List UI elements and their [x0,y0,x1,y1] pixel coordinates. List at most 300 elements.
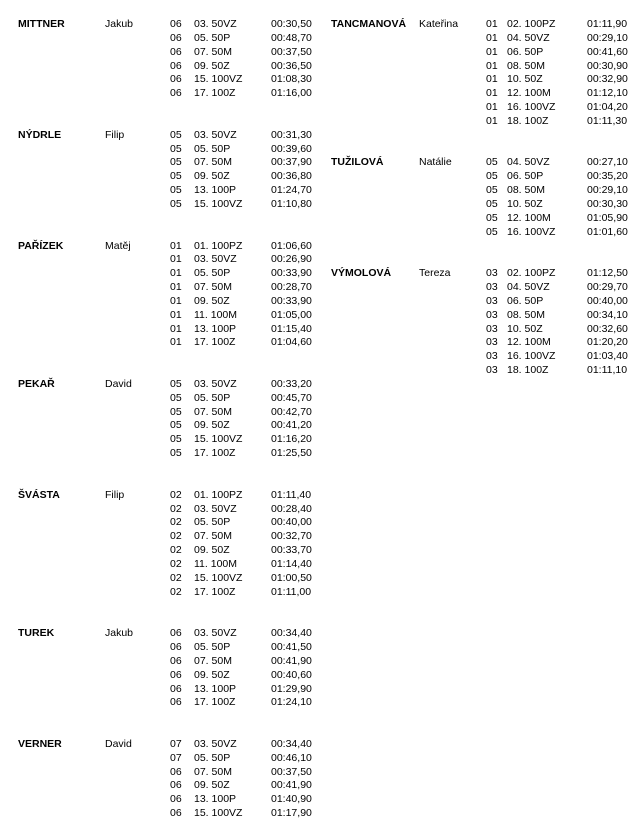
result-row [170,267,320,281]
event-name: 03. 50VZ [194,627,237,640]
event-name: 01. 100PZ [194,488,243,501]
results-column-right [331,18,636,378]
result-row [170,655,320,669]
result-time: 01:04,20 [587,101,628,114]
result-time: 00:27,10 [587,156,628,169]
result-time: 00:34,40 [271,627,312,640]
athlete-block [18,18,320,101]
category-code: 02 [170,557,182,570]
result-row [170,46,320,60]
result-row [170,253,320,267]
result-row [170,73,320,87]
event-name: 15. 100VZ [194,571,243,584]
result-time: 00:32,70 [271,530,312,543]
result-row [170,406,320,420]
category-code: 02 [170,544,182,557]
result-row [486,212,636,226]
result-row [170,738,320,752]
event-name: 09. 50Z [194,419,230,432]
result-time: 00:34,10 [587,308,628,321]
event-name: 08. 50M [507,184,545,197]
event-name: 13. 100P [194,793,237,806]
result-time: 00:40,60 [271,668,312,681]
category-code: 06 [170,682,182,695]
event-name: 05. 50P [194,142,231,155]
category-code: 01 [486,31,498,44]
result-row [170,807,320,821]
result-row [170,779,320,793]
athlete-block [331,156,636,239]
result-row [486,336,636,350]
result-time: 00:33,70 [271,544,312,557]
event-name: 03. 50VZ [194,128,237,141]
event-name: 07. 50M [194,654,232,667]
athlete-first-name: David [105,377,132,390]
athlete-block [18,627,320,710]
result-time: 00:36,80 [271,170,312,183]
category-code: 01 [170,239,182,252]
result-list [486,18,636,129]
category-code: 07 [170,737,182,750]
result-time: 00:40,00 [587,294,628,307]
category-code: 02 [170,530,182,543]
result-row [486,198,636,212]
result-row [486,226,636,240]
event-name: 06. 50P [507,45,544,58]
result-time: 01:20,20 [587,336,628,349]
category-code: 05 [170,433,182,446]
category-code: 06 [170,640,182,653]
result-row [486,87,636,101]
result-row [170,143,320,157]
result-row [486,184,636,198]
athlete-first-name: Jakub [105,18,134,30]
result-time: 00:37,90 [271,156,312,169]
result-row [170,309,320,323]
category-code: 06 [170,627,182,640]
result-row [486,309,636,323]
result-row [486,18,636,32]
result-row [486,170,636,184]
result-time: 00:33,20 [271,377,312,390]
result-time: 00:41,20 [271,419,312,432]
event-name: 15. 100VZ [194,197,243,210]
athlete-first-name: Kateřina [419,18,459,30]
result-row [170,572,320,586]
event-name: 05. 50P [194,31,231,44]
result-row [170,32,320,46]
result-row [170,240,320,254]
category-code: 06 [170,59,182,72]
event-name: 03. 50VZ [194,253,237,266]
result-time: 01:00,50 [271,571,312,584]
event-name: 10. 50Z [507,73,543,86]
category-code: 05 [486,211,498,224]
event-name: 09. 50Z [194,779,230,792]
result-time: 01:12,10 [587,87,628,100]
category-code: 01 [170,253,182,266]
athlete-surname: TUREK [18,627,55,640]
result-row [170,198,320,212]
event-name: 05. 50P [194,640,231,653]
event-name: 09. 50Z [194,170,230,183]
result-row [486,115,636,129]
event-name: 17. 100Z [194,336,236,349]
category-code: 02 [170,571,182,584]
category-code: 01 [170,308,182,321]
event-name: 08. 50M [507,308,545,321]
result-time: 00:30,30 [587,197,628,210]
event-name: 06. 50P [507,170,544,183]
category-code: 05 [170,405,182,418]
result-row [170,60,320,74]
result-row [486,323,636,337]
result-time: 01:25,50 [271,447,312,460]
category-code: 01 [170,336,182,349]
category-code: 05 [170,156,182,169]
result-time: 00:35,20 [587,170,628,183]
result-time: 00:41,90 [271,654,312,667]
result-row [170,447,320,461]
category-code: 06 [170,87,182,100]
event-name: 18. 100Z [507,114,549,127]
result-time: 01:29,90 [271,682,312,695]
event-name: 09. 50Z [194,544,230,557]
result-list [170,627,320,710]
athlete-first-name: Filip [105,128,125,141]
result-row [170,752,320,766]
result-row [170,323,320,337]
result-row [486,32,636,46]
category-code: 05 [170,447,182,460]
result-time: 00:39,60 [271,142,312,155]
result-row [170,586,320,600]
athlete-block [18,129,320,212]
result-time: 00:41,50 [271,640,312,653]
result-time: 00:33,90 [271,267,312,280]
category-code: 03 [486,308,498,321]
category-code: 01 [486,101,498,114]
event-name: 07. 50M [194,530,232,543]
athlete-surname: VÝMOLOVÁ [331,267,392,280]
result-row [170,696,320,710]
athlete-block [18,240,320,351]
result-row [170,392,320,406]
event-name: 05. 50P [194,391,231,404]
result-row [170,627,320,641]
category-code: 06 [170,696,182,709]
block-spacer [18,350,320,378]
result-time: 00:26,90 [271,253,312,266]
result-time: 01:11,30 [587,114,628,127]
event-name: 17. 100Z [194,447,236,460]
result-time: 01:05,90 [587,211,628,224]
result-row [486,350,636,364]
result-time: 00:33,90 [271,294,312,307]
result-row [170,641,320,655]
result-row [170,336,320,350]
result-row [170,184,320,198]
category-code: 01 [170,267,182,280]
event-name: 12. 100M [507,211,551,224]
result-time: 00:29,70 [587,281,628,294]
block-spacer [18,710,320,738]
result-row [486,60,636,74]
athlete-surname: TANCMANOVÁ [331,18,407,30]
category-code: 02 [170,585,182,598]
event-name: 13. 100P [194,322,237,335]
result-time: 00:30,90 [587,59,628,72]
block-spacer [18,212,320,240]
result-row [170,683,320,697]
result-time: 00:32,60 [587,322,628,335]
athlete-surname: TUŽILOVÁ [331,156,384,169]
result-time: 00:28,70 [271,281,312,294]
category-code: 01 [170,294,182,307]
result-time: 01:12,50 [587,267,628,280]
event-name: 11. 100M [194,308,237,321]
category-code: 02 [170,488,182,501]
category-code: 01 [486,45,498,58]
result-row [170,433,320,447]
event-name: 09. 50Z [194,668,230,681]
event-name: 10. 50Z [507,322,543,335]
result-time: 00:34,40 [271,737,312,750]
event-name: 13. 100P [194,184,237,197]
event-name: 15. 100VZ [194,433,243,446]
result-time: 00:29,10 [587,31,628,44]
event-name: 07. 50M [194,765,232,778]
category-code: 05 [170,170,182,183]
result-time: 01:15,40 [271,322,312,335]
block-spacer [331,240,636,268]
category-code: 05 [486,184,498,197]
category-code: 05 [170,197,182,210]
result-row [486,156,636,170]
category-code: 01 [486,18,498,30]
event-name: 09. 50Z [194,59,230,72]
result-list [486,267,636,378]
result-time: 01:40,90 [271,793,312,806]
result-time: 00:31,30 [271,128,312,141]
athlete-block [331,18,636,129]
category-code: 03 [486,322,498,335]
result-time: 01:14,40 [271,557,312,570]
event-name: 07. 50M [194,156,232,169]
event-name: 06. 50P [507,294,544,307]
event-name: 16. 100VZ [507,225,556,238]
event-name: 15. 100VZ [194,73,243,86]
result-row [486,295,636,309]
result-time: 00:45,70 [271,391,312,404]
result-row [486,73,636,87]
category-code: 06 [170,765,182,778]
result-time: 01:16,20 [271,433,312,446]
event-name: 05. 50P [194,267,231,280]
result-time: 01:10,80 [271,197,312,210]
athlete-block [331,267,636,378]
result-time: 00:30,50 [271,18,312,30]
category-code: 01 [486,87,498,100]
result-list [170,240,320,351]
results-column-left [18,18,320,821]
athlete-first-name: Natálie [419,156,452,169]
category-code: 06 [170,654,182,667]
result-time: 00:37,50 [271,765,312,778]
result-list [170,489,320,600]
result-time: 01:11,90 [587,18,628,30]
result-row [170,516,320,530]
event-name: 02. 100PZ [507,18,556,30]
category-code: 05 [486,225,498,238]
result-row [486,364,636,378]
result-time: 00:36,50 [271,59,312,72]
event-name: 16. 100VZ [507,101,556,114]
result-row [170,419,320,433]
category-code: 06 [170,18,182,30]
result-row [170,18,320,32]
athlete-surname: NÝDRLE [18,128,62,141]
event-name: 02. 100PZ [507,267,556,280]
result-row [170,558,320,572]
result-row [170,530,320,544]
category-code: 05 [486,156,498,169]
event-name: 05. 50P [194,751,231,764]
result-time: 01:11,10 [587,364,628,377]
athlete-first-name: Matěj [105,239,131,252]
result-list [170,738,320,821]
result-row [486,101,636,115]
result-row [170,793,320,807]
block-spacer [331,129,636,157]
category-code: 06 [170,45,182,58]
event-name: 04. 50VZ [507,31,550,44]
category-code: 05 [170,184,182,197]
result-time: 01:08,30 [271,73,312,86]
event-name: 13. 100P [194,682,237,695]
result-row [486,267,636,281]
category-code: 06 [170,31,182,44]
result-time: 01:05,00 [271,308,312,321]
result-row [170,295,320,309]
event-name: 03. 50VZ [194,377,237,390]
category-code: 01 [486,114,498,127]
athlete-block [18,489,320,600]
event-name: 01. 100PZ [194,239,243,252]
category-code: 06 [170,668,182,681]
event-name: 18. 100Z [507,364,549,377]
event-name: 10. 50Z [507,197,543,210]
event-name: 03. 50VZ [194,18,237,30]
athlete-first-name: Jakub [105,627,134,640]
category-code: 05 [170,142,182,155]
category-code: 05 [170,128,182,141]
block-spacer [18,101,320,129]
athlete-surname: PEKAŘ [18,377,55,390]
result-time: 01:04,60 [271,336,312,349]
event-name: 08. 50M [507,59,545,72]
result-row [170,170,320,184]
category-code: 01 [486,73,498,86]
result-time: 00:46,10 [271,751,312,764]
category-code: 03 [486,294,498,307]
event-name: 16. 100VZ [507,350,556,363]
result-time: 00:41,60 [587,45,628,58]
result-time: 01:17,90 [271,807,312,820]
category-code: 03 [486,281,498,294]
result-row [486,281,636,295]
event-name: 17. 100Z [194,87,236,100]
category-code: 03 [486,364,498,377]
result-time: 01:11,40 [271,488,312,501]
event-name: 09. 50Z [194,294,230,307]
category-code: 07 [170,751,182,764]
event-name: 12. 100M [507,336,551,349]
athlete-first-name: Tereza [419,267,451,280]
result-time: 00:40,00 [271,516,312,529]
category-code: 01 [486,59,498,72]
category-code: 06 [170,779,182,792]
category-code: 05 [170,419,182,432]
result-time: 01:01,60 [587,225,628,238]
result-time: 01:16,00 [271,87,312,100]
result-row [170,129,320,143]
athlete-surname: PAŘÍZEK [18,239,64,252]
athlete-first-name: David [105,737,132,750]
block-spacer [18,461,320,489]
result-time: 00:37,50 [271,45,312,58]
event-name: 17. 100Z [194,585,236,598]
event-name: 05. 50P [194,516,231,529]
result-time: 01:03,40 [587,350,628,363]
result-time: 01:06,60 [271,239,312,252]
category-code: 02 [170,516,182,529]
athlete-block [18,738,320,821]
category-code: 06 [170,793,182,806]
result-time: 01:11,00 [271,585,312,598]
category-code: 01 [170,281,182,294]
result-row [170,766,320,780]
result-row [170,489,320,503]
category-code: 03 [486,336,498,349]
athlete-surname: VERNER [18,737,62,750]
result-row [170,503,320,517]
athlete-surname: ŠVÁSTA [18,488,60,501]
event-name: 17. 100Z [194,696,236,709]
result-row [170,281,320,295]
event-name: 07. 50M [194,281,232,294]
result-row [170,156,320,170]
category-code: 05 [486,197,498,210]
category-code: 05 [170,377,182,390]
result-time: 00:48,70 [271,31,312,44]
result-list [170,18,320,101]
category-code: 06 [170,807,182,820]
result-time: 00:41,90 [271,779,312,792]
event-name: 12. 100M [507,87,551,100]
category-code: 05 [170,391,182,404]
result-time: 00:29,10 [587,184,628,197]
event-name: 03. 50VZ [194,502,237,515]
result-row [170,87,320,101]
event-name: 11. 100M [194,557,237,570]
result-time: 01:24,10 [271,696,312,709]
athlete-surname: MITTNER [18,18,65,30]
result-row [170,544,320,558]
category-code: 01 [170,322,182,335]
athlete-block [18,378,320,461]
result-row [170,378,320,392]
